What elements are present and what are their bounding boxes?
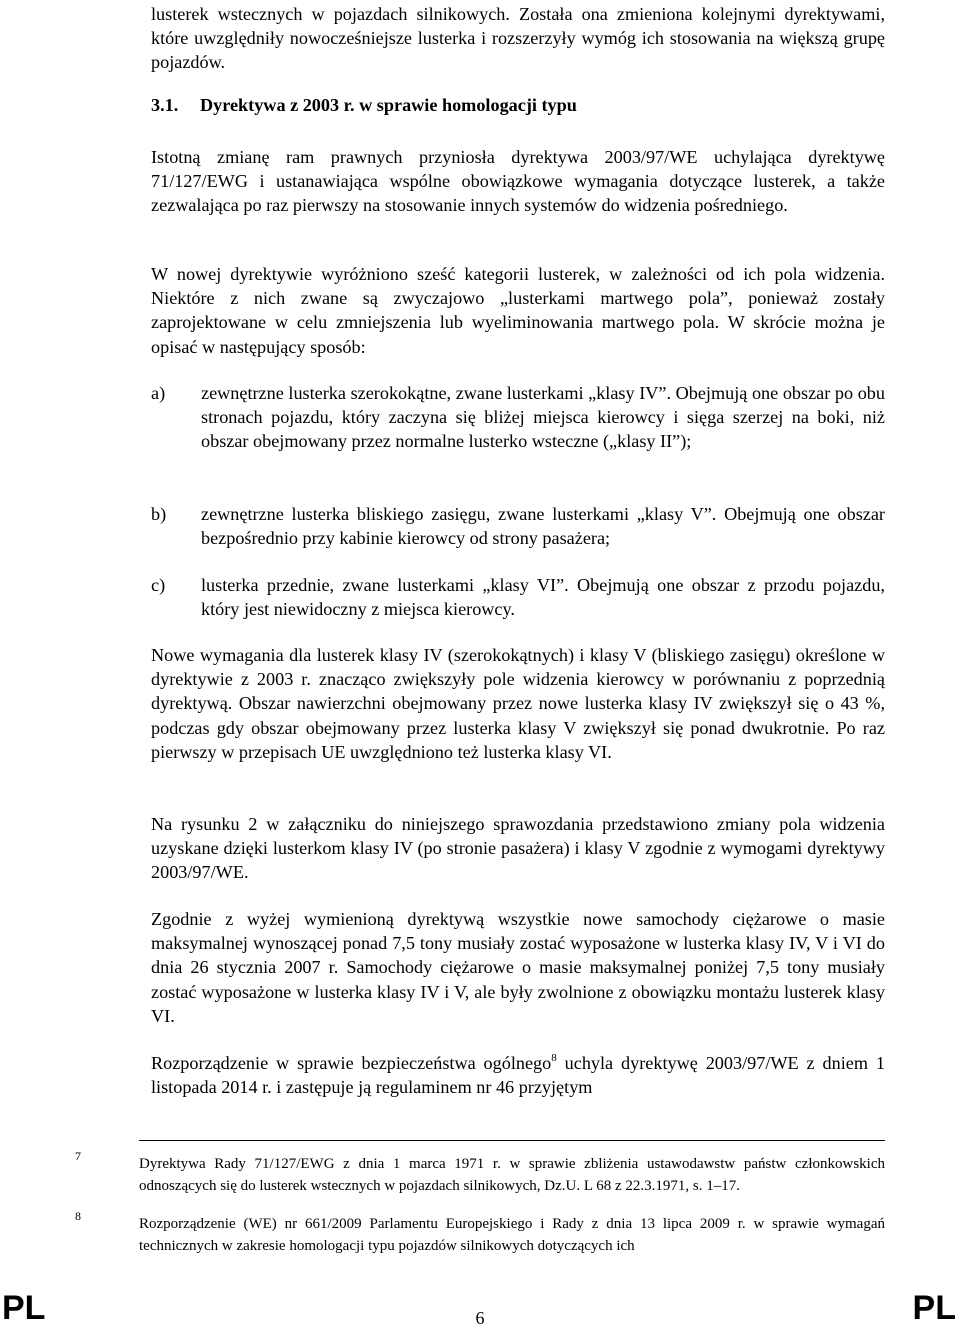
page-number: 6	[475, 1308, 485, 1328]
list-item	[151, 381, 885, 454]
paragraph-6-start: Rozporządzenie w sprawie bezpieczeństwa ogólnego	[151, 1053, 552, 1073]
list-item-text: zewnętrzne lusterka szerokokątne, zwane lusterkami „klasy IV”. Obejmują one obszar po obu stronach pojazdu, który zaczyna się bliżej miejsca kierowcy i sięga szerzej na boki, niż obszar obejmowany przez normalne lusterko wsteczne („klasy II”);	[201, 383, 885, 452]
paragraph-3: Nowe wymagania dla lusterek klasy IV (szerokokątnych) i klasy V (bliskiego zasięgu) określone w dyrektywie z 2003 r. znacząco zwiększyły pole widzenia kierowcy w porównaniu z poprzednią dyrektywą. Obszar nawierzchni obejmowany przez nowe lusterka klasy IV zwiększył się o 43 %, podczas gdy obszar obejmowany przez lusterka klasy V zwiększył się ponad dwukrotnie. Po raz pierwszy w przepisach UE uwzględniono też lusterka klasy VI.	[151, 645, 885, 762]
intro-paragraph: lusterek wstecznych w pojazdach silnikowych. Została ona zmieniona kolejnymi dyrektywami, które uwzględniły nowocześniejsze lusterka i rozszerzyły wymóg ich stosowania na większą grupę pojazdów.	[151, 4, 885, 73]
footnote-8	[75, 1209, 885, 1257]
footer-lang-right: PL	[912, 1289, 956, 1327]
section-number: 3.1.	[151, 95, 179, 115]
list-item-text: lusterka przednie, zwane lusterkami „klasy VI”. Obejmują one obszar z przodu pojazdu, który jest niewidoczny z miejsca kierowcy.	[201, 575, 885, 620]
paragraph-6-end: uchyla dyrektywę 2003/97/WE z dniem 1 listopada 2014 r. i zastępuje ją regulaminem nr 46 przyjętym	[151, 1053, 885, 1098]
paragraph-6	[151, 1051, 885, 1099]
list-item-text: zewnętrzne lusterka bliskiego zasięgu, zwane lusterkami „klasy V”. Obejmują one obszar bezpośrednio przy kabinie kierowcy od strony pasażera;	[201, 504, 885, 549]
list-item	[151, 573, 885, 621]
footnote-7	[75, 1149, 885, 1197]
footer-lang-left: PL	[2, 1289, 46, 1327]
footnote-number: 8	[75, 1209, 81, 1223]
paragraph-4: Na rysunku 2 w załączniku do niniejszego sprawozdania przedstawiono zmiany pola widzenia uzyskane dzięki lusterkom klasy IV (po stronie pasażera) i klasy V zgodnie z wymogami dyrektywy 2003/97/WE.	[151, 814, 885, 883]
paragraph-5: Zgodnie z wyżej wymienioną dyrektywą wszystkie nowe samochody ciężarowe o masie maksymalnej wynoszącej ponad 7,5 tony musiały zostać wyposażone w lusterka klasy IV, V i VI do dnia 26 stycznia 2007 r. Samochody ciężarowe o masie maksymalnej poniżej 7,5 tony musiały zostać wyposażone w lusterka klasy IV i V, ale były zwolnione z obowiązku montażu lusterek klasy VI.	[151, 909, 885, 1026]
paragraph-1: Istotną zmianę ram prawnych przyniosła dyrektywa 2003/97/WE uchylająca dyrektywę 71/127/EWG i ustanawiająca wspólne obowiązkowe wymagania dotyczące lusterek, a także zezwalająca po raz pierwszy na stosowanie innych systemów do widzenia pośredniego.	[151, 147, 885, 216]
footnote-text: Dyrektywa Rady 71/127/EWG z dnia 1 marca 1971 r. w sprawie zbliżenia ustawodawstw państw członkowskich odnoszących się do lusterek wstecznych w pojazdach silnikowych, Dz.U. L 68 z 22.3.1971, s. 1–17.	[139, 1156, 885, 1194]
footnote-ref-8[interactable]: 8	[551, 1052, 557, 1064]
footnote-number: 7	[75, 1149, 81, 1163]
list-item-label: b)	[151, 504, 167, 524]
section-title: Dyrektywa z 2003 r. w sprawie homologacji typu	[200, 95, 577, 115]
list-item	[151, 502, 885, 550]
list-item-label: a)	[151, 383, 166, 403]
list-item-label: c)	[151, 575, 166, 595]
footnote-text: Rozporządzenie (WE) nr 661/2009 Parlamentu Europejskiego i Rady z dnia 13 lipca 2009 r. w sprawie wymagań technicznych w zakresie homologacji typu pojazdów silnikowych dotyczących ich	[139, 1216, 885, 1254]
paragraph-2: W nowej dyrektywie wyróżniono sześć kategorii lusterek, w zależności od ich pola widzenia. Niektóre z nich zwane są zwyczajowo „lusterkami martwego pola”, ponieważ zostały zaprojektowane w celu zmniejszenia lub wyeliminowania martwego pola. W skrócie można je opisać w następujący sposób:	[151, 264, 885, 357]
footnote-separator	[139, 1140, 885, 1141]
